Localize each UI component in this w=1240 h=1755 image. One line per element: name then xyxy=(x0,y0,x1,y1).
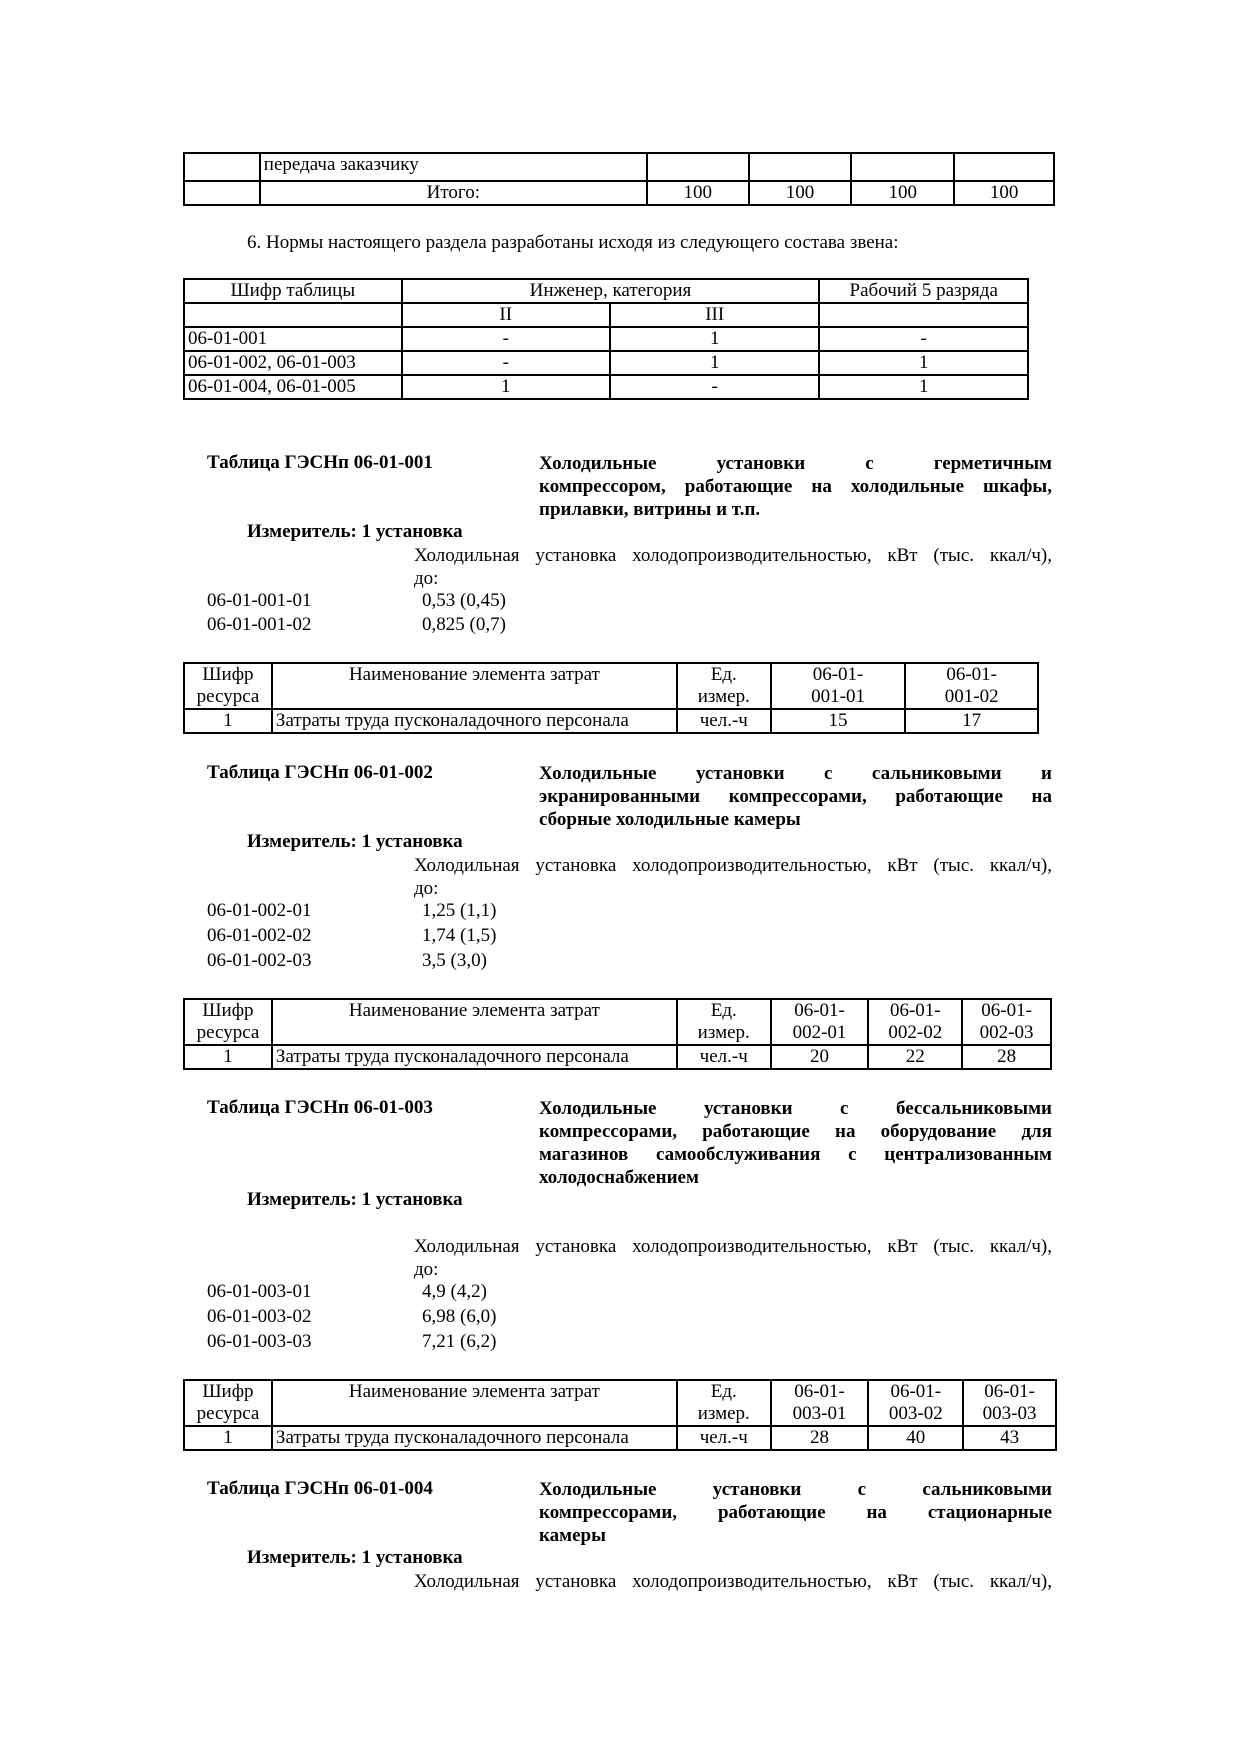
header-code: Шифр таблицы xyxy=(184,279,402,303)
meter: Измеритель: 1 установка xyxy=(247,1189,463,1210)
totals-table xyxy=(183,152,1055,206)
header-worker: Рабочий 5 разряда xyxy=(819,279,1028,303)
header-cat-2: II xyxy=(402,303,610,327)
item-code: 06-01-002-02 xyxy=(207,925,312,946)
table-row: 06-01-001 - 1 - xyxy=(184,327,1028,351)
item-code: 06-01-001-01 xyxy=(207,590,312,611)
table-row: 1 Затраты труда пусконаладочного персонала чел.-ч 28 40 43 xyxy=(184,1426,1056,1450)
item-value: 0,825 (0,7) xyxy=(422,614,506,635)
stage-name: передача заказчику xyxy=(260,153,647,181)
meter: Измеритель: 1 установка xyxy=(247,831,463,852)
total-value: 100 xyxy=(647,181,749,205)
table-title: Холодильные установки с сальниковыми компрессорами, работающие на стационарные камеры xyxy=(539,1479,1052,1546)
meter: Измеритель: 1 установка xyxy=(247,1547,463,1568)
table-code: Таблица ГЭСНп 06-01-004 xyxy=(207,1478,433,1499)
total-value: 100 xyxy=(851,181,954,205)
table-code: Таблица ГЭСНп 06-01-002 xyxy=(207,762,433,783)
resource-table-001: Шифр ресурса Наименование элемента затрат Ед. измер. 06-01- 001-01 06-01- 001-02 1 Затраты труда пусконаладочного персонала чел.-ч 15 17 xyxy=(183,662,1039,734)
item-value: 4,9 (4,2) xyxy=(422,1281,487,1302)
item-value: 1,74 (1,5) xyxy=(422,925,497,946)
item-code: 06-01-003-01 xyxy=(207,1281,312,1302)
meter: Измеритель: 1 установка xyxy=(247,521,463,542)
note-6: 6. Нормы настоящего раздела разработаны исходя из следующего состава звена: xyxy=(247,232,899,253)
header-name: Наименование элемента затрат xyxy=(272,663,677,709)
total-value: 100 xyxy=(749,181,852,205)
item-value: 6,98 (6,0) xyxy=(422,1306,497,1327)
item-code: 06-01-001-02 xyxy=(207,614,312,635)
item-value: 0,53 (0,45) xyxy=(422,590,506,611)
table-row: 1 Затраты труда пусконаладочного персонала чел.-ч 15 17 xyxy=(184,709,1038,733)
table-code: Таблица ГЭСНп 06-01-003 xyxy=(207,1097,433,1118)
cell xyxy=(184,153,260,181)
resource-table-003: Шифр ресурса Наименование элемента затрат Ед. измер. 06-01- 003-01 06-01- 003-02 06-01- 003-03 1 Затраты труда пусконаладочного персонала чел.-ч 28 40 43 xyxy=(183,1379,1057,1451)
total-label: Итого: xyxy=(260,181,647,205)
header-name: Наименование элемента затрат xyxy=(272,1380,677,1426)
description: Холодильная установка холодопроизводительностью, кВт (тыс. ккал/ч), до: xyxy=(414,1236,1052,1280)
item-value: 3,5 (3,0) xyxy=(422,950,487,971)
table-title: Холодильные установки с сальниковыми и экранированными компрессорами, работающие на сборные холодильные камеры xyxy=(539,763,1052,830)
description: Холодильная установка холодопроизводительностью, кВт (тыс. ккал/ч), до: xyxy=(414,545,1052,589)
header-engineer: Инженер, категория xyxy=(402,279,820,303)
item-code: 06-01-002-03 xyxy=(207,950,312,971)
table-title: Холодильные установки с герметичным компрессором, работающие на холодильные шкафы, прилавки, витрины и т.п. xyxy=(539,453,1052,520)
item-code: 06-01-003-03 xyxy=(207,1331,312,1352)
resource-table-002: Шифр ресурса Наименование элемента затрат Ед. измер. 06-01- 002-01 06-01- 002-02 06-01- 002-03 1 Затраты труда пусконаладочного персонала чел.-ч 20 22 28 xyxy=(183,998,1052,1070)
item-code: 06-01-003-02 xyxy=(207,1306,312,1327)
item-value: 1,25 (1,1) xyxy=(422,900,497,921)
table-row: 1 Затраты труда пусконаладочного персонала чел.-ч 20 22 28 xyxy=(184,1045,1051,1069)
total-value: 100 xyxy=(954,181,1054,205)
table-code: Таблица ГЭСНп 06-01-001 xyxy=(207,452,433,473)
description: Холодильная установка холодопроизводительностью, кВт (тыс. ккал/ч), до: xyxy=(414,855,1052,899)
description: Холодильная установка холодопроизводительностью, кВт (тыс. ккал/ч), xyxy=(414,1571,1052,1592)
item-code: 06-01-002-01 xyxy=(207,900,312,921)
header-name: Наименование элемента затрат xyxy=(272,999,677,1045)
crew-table xyxy=(183,278,1029,400)
table-row: 06-01-002, 06-01-003 - 1 1 xyxy=(184,351,1028,375)
item-value: 7,21 (6,2) xyxy=(422,1331,497,1352)
table-title: Холодильные установки с бессальниковыми компрессорами, работающие на оборудование для магазинов самообслуживания с централизованным холодоснабжением xyxy=(539,1098,1052,1188)
table-row: 06-01-004, 06-01-005 1 - 1 xyxy=(184,375,1028,399)
header-cat-3: III xyxy=(610,303,819,327)
